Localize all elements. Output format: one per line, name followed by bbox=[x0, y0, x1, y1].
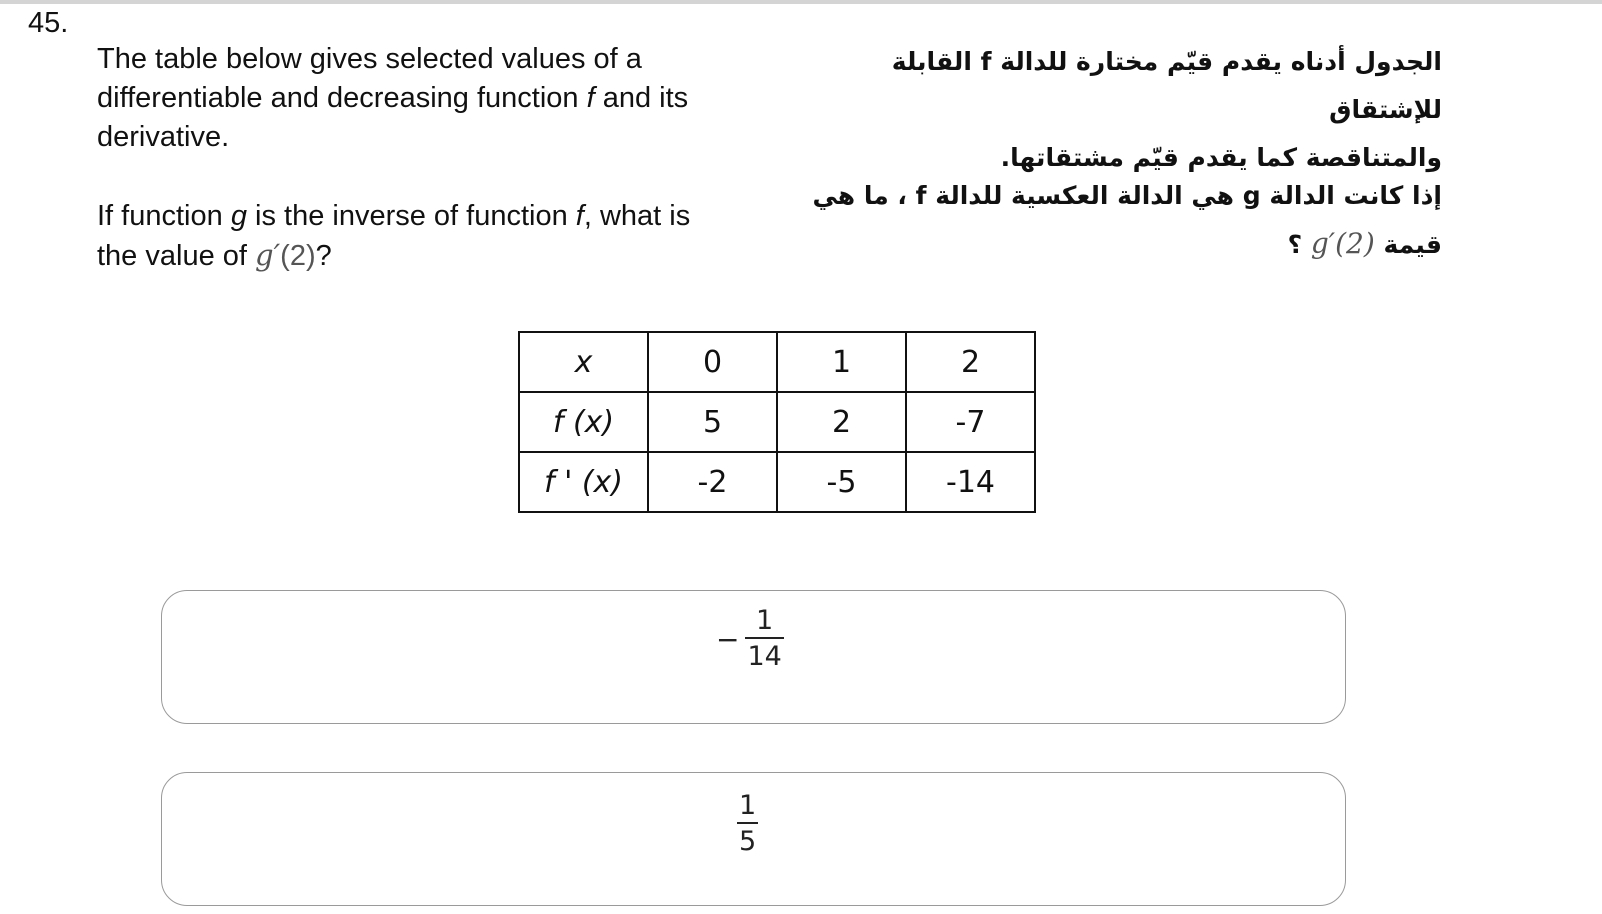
table-cell: 5 bbox=[648, 392, 777, 452]
prompt-text-end: , what is the value of bbox=[97, 200, 691, 272]
values-table bbox=[518, 331, 1036, 513]
arabic-text: ؟ bbox=[1287, 230, 1311, 259]
function-g-symbol: g bbox=[230, 200, 247, 232]
arabic-line: والمتناقصة كما يقدم قيّم مشتقاتها. bbox=[1000, 143, 1442, 172]
table-cell: -7 bbox=[906, 392, 1035, 452]
intro-text-start: The table below gives selected values of a differentiable and decreasing function bbox=[97, 43, 642, 114]
table-row bbox=[519, 452, 1035, 512]
table-cell: 0 bbox=[648, 332, 777, 392]
function-f-symbol: f bbox=[575, 200, 584, 232]
prompt-text-start: If function bbox=[97, 200, 231, 232]
question-text-arabic-intro bbox=[782, 38, 1442, 182]
answer-fraction bbox=[737, 789, 758, 860]
fraction-denominator: 5 bbox=[739, 826, 757, 857]
fraction-numerator: 1 bbox=[756, 605, 774, 636]
fraction-denominator: 14 bbox=[747, 641, 782, 672]
derivative-expression: g′(2) bbox=[1310, 227, 1375, 260]
table-row bbox=[519, 392, 1035, 452]
arabic-line: إذا كانت الدالة g هي الدالة العكسية للدالة f ، ما هي bbox=[812, 181, 1442, 210]
table-cell: x bbox=[519, 332, 648, 392]
minus-sign: − bbox=[716, 623, 740, 656]
table-cell: 2 bbox=[906, 332, 1035, 392]
question-number: 45. bbox=[28, 7, 69, 39]
answer-fraction bbox=[716, 604, 784, 675]
table-cell: -14 bbox=[906, 452, 1035, 512]
table-row bbox=[519, 332, 1035, 392]
table-cell: f (x) bbox=[519, 392, 648, 452]
fraction-numerator: 1 bbox=[739, 790, 757, 821]
fraction bbox=[737, 789, 758, 860]
arabic-text: قيمة bbox=[1374, 230, 1442, 259]
derivative-expression: g′ bbox=[255, 238, 281, 272]
prompt-text-mid: is the inverse of function bbox=[246, 200, 576, 232]
intro-text-end: and its derivative. bbox=[97, 82, 689, 153]
table-cell: 2 bbox=[777, 392, 906, 452]
top-divider bbox=[0, 0, 1602, 4]
table-cell: f ' (x) bbox=[519, 452, 648, 512]
arabic-line bbox=[782, 220, 1442, 269]
function-f-symbol: f bbox=[586, 82, 595, 114]
table-cell: -5 bbox=[777, 452, 906, 512]
question-mark: ? bbox=[315, 240, 332, 272]
fraction bbox=[745, 604, 783, 675]
table-cell: -2 bbox=[648, 452, 777, 512]
arabic-line: الجدول أدناه يقدم قيّم مختارة للدالة f القابلة للإشتقاق bbox=[891, 47, 1442, 124]
derivative-argument: (2) bbox=[280, 240, 316, 272]
question-text-english-intro bbox=[97, 40, 737, 157]
question-text-arabic-prompt bbox=[782, 172, 1442, 269]
table-cell: 1 bbox=[777, 332, 906, 392]
question-text-english-prompt bbox=[97, 197, 737, 276]
